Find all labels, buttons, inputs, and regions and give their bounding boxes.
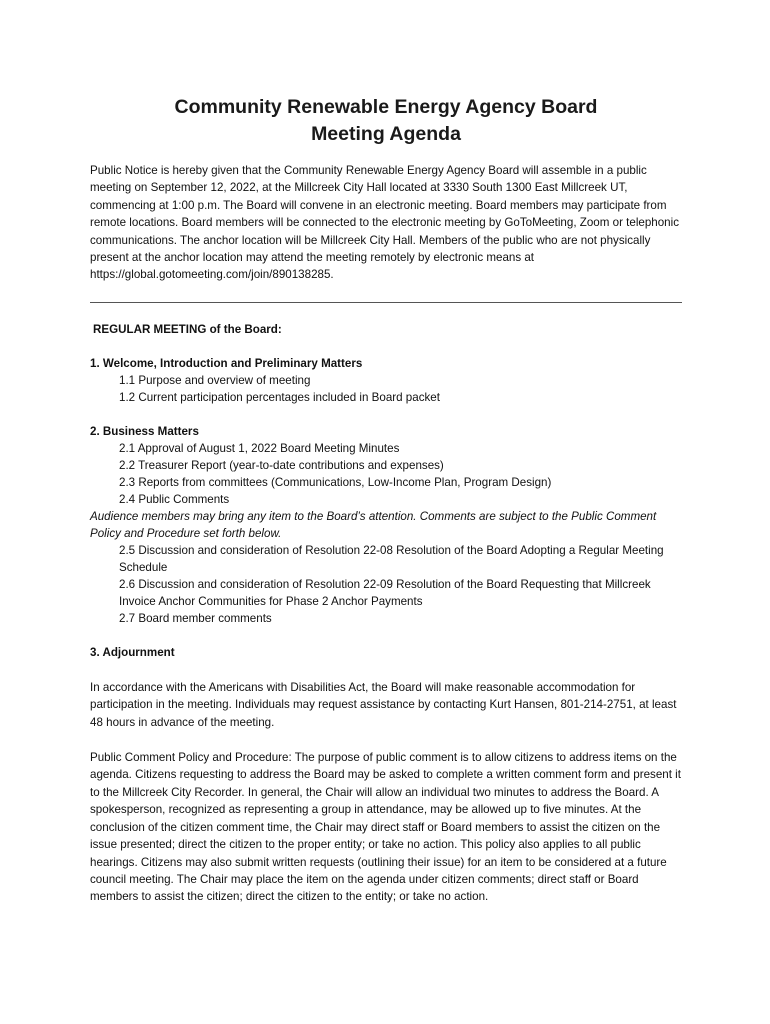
agenda-item-2-1: 2.1 Approval of August 1, 2022 Board Meeting Minutes (119, 441, 400, 455)
public-comment-policy-paragraph: Public Comment Policy and Procedure: The purpose of public comment is to allow citizens to address items on the agenda. Citizens requesting to address the Board may be asked to complete a written comment form and present it to the Millcreek City Recorder. In general, the Chair will allow an individual two minutes to address the Board. A spokesperson, recognized as representing a group in attendance, may be allowed up to five minutes. At the conclusion of the citizen comment time, the Chair may direct staff or Board members to assist the citizen on the issue presented; direct the citizen to the proper entity; or take no action. This policy also applies to all public hearings. Citizens may also submit written requests (outlining their issue) for an item to be considered at a future council meeting. The Chair may place the item on the agenda under citizen comments; direct staff or Board members to assist the citizen; direct the citizen to the entity; or take no action. (90, 751, 681, 904)
document-title (90, 94, 682, 148)
agenda-item-2-2: 2.2 Treasurer Report (year-to-date contributions and expenses) (119, 458, 444, 472)
horizontal-divider (90, 302, 682, 303)
regular-meeting-heading: REGULAR MEETING of the Board: (93, 322, 282, 336)
agenda-section-2 (90, 423, 682, 627)
title-line-1: Community Renewable Energy Agency Board (174, 96, 598, 118)
public-notice-paragraph: Public Notice is hereby given that the Community Renewable Energy Agency Board will assemble in a public meeting on September 12, 2022, at the Millcreek City Hall located at 3330 South 1300 East Millcreek UT, commencing at 1:00 p.m. The Board will convene in an electronic meeting. Board members may participate from remote locations. Board members will be connected to the electronic meeting by GoToMeeting, Zoom or telephonic communications. The anchor location will be Millcreek City Hall. Members of the public who are not physically present at the anchor location may attend the meeting remotely by electronic means at https://global.gotomeeting.com/join/890138285. (90, 164, 680, 282)
agenda-item-1-2: 1.2 Current participation percentages included in Board packet (119, 390, 440, 404)
agenda-item-2-3: 2.3 Reports from committees (Communications, Low-Income Plan, Program Design) (119, 475, 552, 489)
agenda-section-3 (90, 644, 682, 661)
agenda-section-1 (90, 355, 682, 406)
section-3-heading: 3. Adjournment (90, 645, 175, 659)
ada-accommodation-paragraph: In accordance with the Americans with Disabilities Act, the Board will make reasonable accommodation for participation in the meeting. Individuals may request assistance by contacting Kurt Hansen, 801-214-2751, at least 48 hours in advance of the meeting. (90, 680, 677, 729)
title-line-2: Meeting Agenda (311, 123, 461, 145)
agenda-item-1-1: 1.1 Purpose and overview of meeting (119, 373, 311, 387)
agenda-page (90, 94, 682, 906)
section-1-heading: 1. Welcome, Introduction and Preliminary Matters (90, 356, 363, 370)
section-2-heading: 2. Business Matters (90, 424, 199, 438)
agenda-item-2-7: 2.7 Board member comments (119, 611, 272, 625)
agenda-item-2-4: 2.4 Public Comments (119, 492, 230, 506)
agenda-item-2-6: 2.6 Discussion and consideration of Resolution 22-09 Resolution of the Board Requesting that Millcreek Invoice Anchor Communities for Phase 2 Anchor Payments (119, 577, 651, 608)
public-comment-note: Audience members may bring any item to the Board’s attention. Comments are subject to the Public Comment Policy and Procedure set forth below. (90, 509, 657, 540)
agenda-item-2-5: 2.5 Discussion and consideration of Resolution 22-08 Resolution of the Board Adopting a Regular Meeting Schedule (119, 543, 664, 574)
